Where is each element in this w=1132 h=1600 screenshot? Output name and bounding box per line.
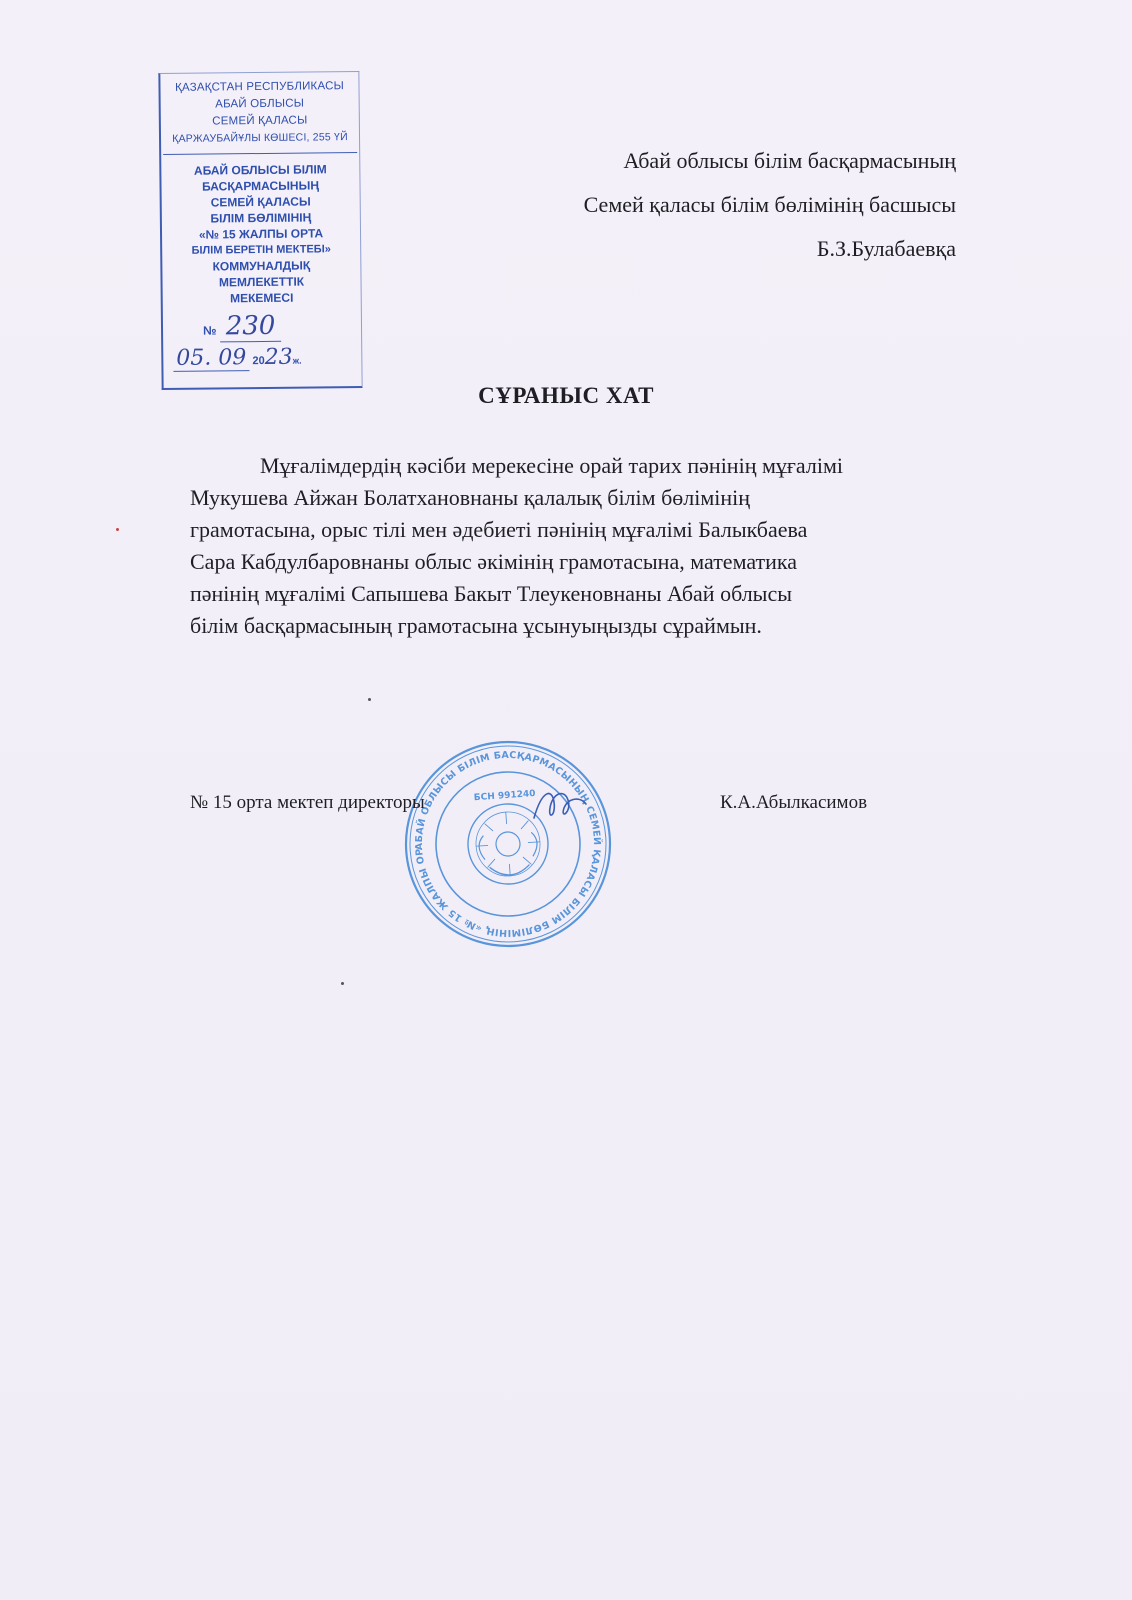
stamp-header-line: АБАЙ ОБЛЫСЫ <box>215 97 305 111</box>
body-line: білім басқармасының грамотасына ұсынуыңызды сұраймын. <box>190 613 762 638</box>
stamp-body-line: АБАЙ ОБЛЫСЫ БІЛІМ <box>193 162 327 178</box>
handwritten-signature <box>530 780 590 830</box>
registration-stamp <box>158 71 362 390</box>
addressee-name: Б.З.Булабаевқа <box>816 236 956 261</box>
stamp-body-line: БІЛІМ БӨЛІМІНІҢ <box>210 210 312 226</box>
body-line: Сара Кабдулбаровнаны облыс әкімінің грамотасына, математика <box>190 549 798 574</box>
seal-inner-text: БСН 991240 <box>473 788 536 804</box>
stamp-year-value: 23 <box>264 344 293 370</box>
signature-position: № 15 орта мектеп директоры <box>190 792 425 813</box>
stamp-body-line: «№ 15 ЖАЛПЫ ОРТА <box>198 226 324 242</box>
body-line: пәнінің мұғалімі Сапышева Бакыт Тлеукеновнаны Абай облысы <box>190 581 793 606</box>
body-line: грамотасына, орыс тілі мен әдебиеті пәнінің мұғалімі Балыкбаева <box>190 517 808 542</box>
paper-speck <box>368 698 371 701</box>
stamp-date-value: 05. 09 <box>173 345 249 372</box>
stamp-body-line: СЕМЕЙ ҚАЛАСЫ <box>210 194 311 210</box>
stamp-date-row <box>173 344 359 371</box>
paper-speck <box>341 982 344 985</box>
addressee-line: Абай облысы білім басқармасының <box>623 148 956 173</box>
stamp-body-line: МЕМЛЕКЕТТІК <box>218 274 305 290</box>
stamp-year-suffix: ж. <box>292 355 302 366</box>
stamp-header-line: ҚАРЖАУБАЙҰЛЫ КӨШЕСІ, 255 ҮЙ <box>172 131 348 145</box>
stamp-body <box>161 153 361 307</box>
body-line: Мұғалімдердің кәсіби мерекесіне орай тарих пәнінің мұғалімі <box>260 453 843 478</box>
stamp-body-line: БАСҚАРМАСЫНЫҢ <box>202 178 320 194</box>
stamp-body-line: КОММУНАЛДЫҚ <box>212 258 311 274</box>
addressee-block <box>584 139 956 271</box>
stamp-body-line: БІЛІМ БЕРЕТІН МЕКТЕБІ» <box>191 243 331 257</box>
stamp-header <box>162 72 357 155</box>
stamp-header-line: ҚАЗАҚСТАН РЕСПУБЛИКАСЫ <box>175 80 344 94</box>
round-seal <box>395 731 621 957</box>
paper-speck <box>116 528 119 531</box>
stamp-number-row <box>203 310 353 342</box>
document-title: СҰРАНЫС ХАТ <box>478 383 654 408</box>
stamp-number-label: № <box>202 323 217 338</box>
stamp-header-line: СЕМЕЙ ҚАЛАСЫ <box>212 114 308 128</box>
body-line: Мукушева Айжан Болатхановнаны қалалық білім бөлімінің <box>190 485 751 510</box>
signature-name: К.А.Абылкасимов <box>720 792 868 813</box>
stamp-year-prefix: 20 <box>252 354 265 368</box>
seal-graphic <box>395 731 621 957</box>
seal-ring-text: АБАЙ ОБЛЫСЫ БІЛІМ БАСҚАРМАСЫНЫҢ СЕМЕЙ ҚАЛАСЫ БІЛІМ БӨЛІМІНІҢ «№ 15 ЖАЛПЫ ОРТА БІЛІМ БЕРЕТІН МЕКТЕБІ» КОММУНАЛДЫҚ МЕМЛЕКЕТТІК МЕКЕМЕСІ <box>394 737 603 939</box>
stamp-body-line: МЕКЕМЕСІ <box>229 290 294 306</box>
addressee-line: Семей қаласы білім бөлімінің басшысы <box>583 192 956 217</box>
stamp-number-value: 230 <box>220 311 282 343</box>
letter-body <box>190 450 930 642</box>
